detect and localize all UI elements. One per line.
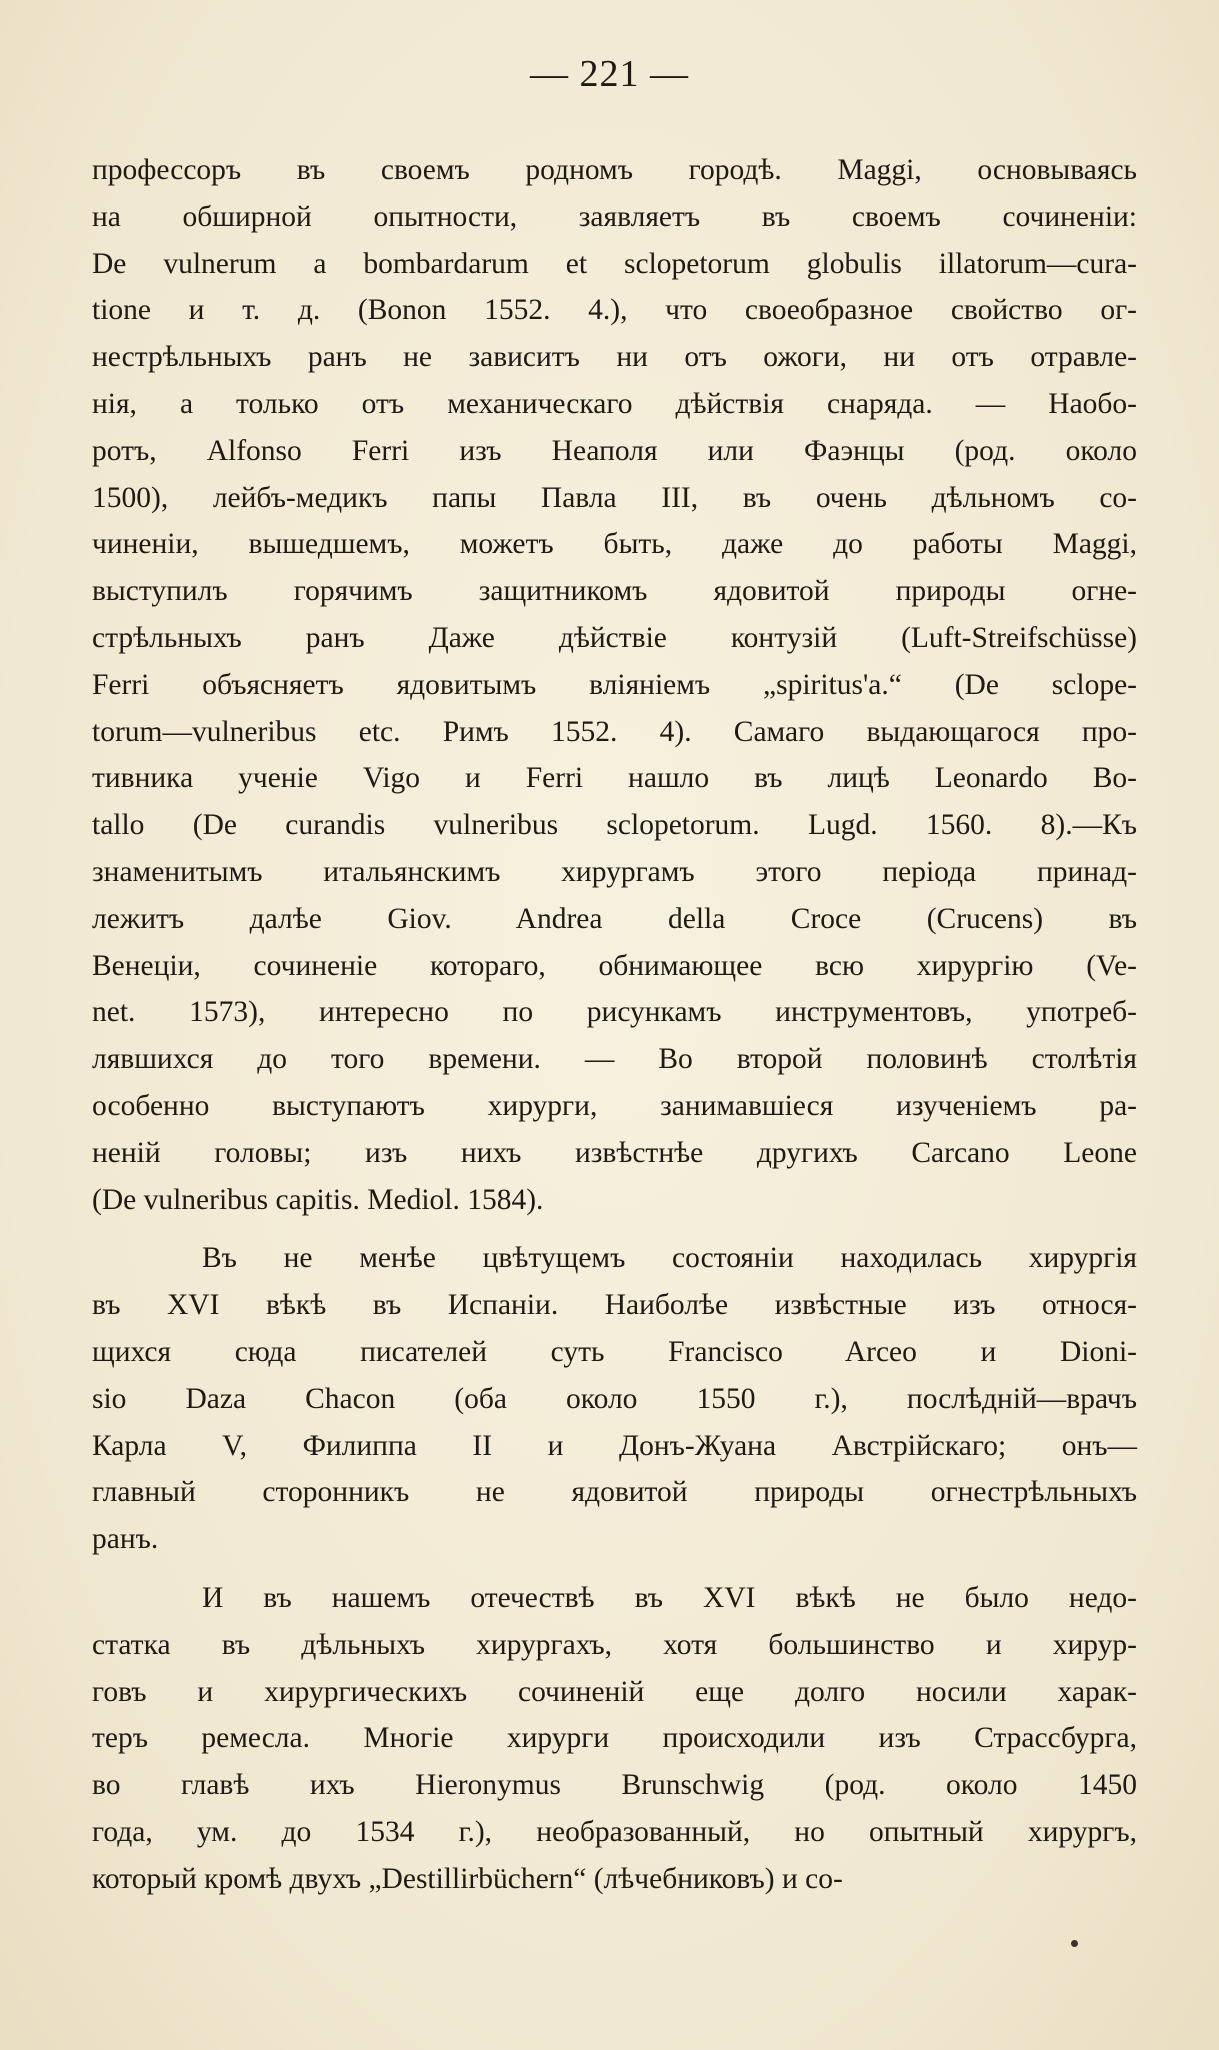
paragraph [92, 147, 1137, 1223]
text-line: tallo (De curandis vulneribus sclopetorum. Lugd. 1560. 8).—Къ [92, 809, 1137, 842]
text-line: который кромѣ двухъ „Destillirbüchern“ (лѣчебниковъ) и со- [92, 1862, 843, 1895]
text-line: Ferri объясняетъ ядовитымъ вліяніемъ „spiritus'a.“ (De sclope- [92, 668, 1137, 701]
text-line: лежитъ далѣе Giov. Andrea della Croce (Crucens) въ [92, 902, 1137, 935]
text-line: выступилъ горячимъ защитникомъ ядовитой природы огне- [92, 575, 1137, 608]
text-line: sio Daza Chacon (оба около 1550 г.), послѣдній—врачъ [92, 1382, 1137, 1415]
text-line: И въ нашемъ отечествѣ въ XVI вѣкѣ не было недо- [202, 1581, 1137, 1614]
text-line: De vulnerum a bombardarum et sclopetorum globulis illatorum—cura- [92, 247, 1137, 280]
text-line: лявшихся до того времени. — Во второй половинѣ столѣтія [92, 1043, 1137, 1076]
text-line: нія, а только отъ механическаго дѣйствія снаряда. — Наобо- [92, 387, 1137, 420]
text-line: ранъ. [92, 1523, 159, 1556]
text-line: (De vulneribus capitis. Mediol. 1584). [92, 1183, 544, 1216]
paragraph [92, 1235, 1137, 1563]
text-line: net. 1573), интересно по рисункамъ инструментовъ, употреб- [92, 996, 1137, 1029]
text-line: неній головы; изъ нихъ извѣстнѣе другихъ Carcano Leone [92, 1136, 1137, 1169]
text-line: Карла V, Филиппа II и Донъ-Жуана Австрійскаго; онъ— [92, 1429, 1137, 1462]
text-line: статка въ дѣльныхъ хирургахъ, хотя большинство и хирур- [92, 1628, 1137, 1661]
text-line: профессоръ въ своемъ родномъ городѣ. Maggi, основываясь [92, 154, 1137, 186]
text-line: тивника ученіе Vigo и Ferri нашло въ лицѣ Leonardo Bo- [92, 762, 1137, 795]
text-line: Въ не менѣе цвѣтущемъ состояніи находилась хирургія [202, 1242, 1137, 1275]
text-line: знаменитымъ итальянскимъ хирургамъ этого періода принад- [92, 855, 1137, 888]
text-line: щихся сюда писателей суть Francisco Arceo и Dioni- [92, 1335, 1137, 1368]
text-line: стрѣльныхъ ранъ Даже дѣйствіе контузій (Luft-Streifschüsse) [92, 621, 1137, 654]
text-line: tione и т. д. (Bonon 1552. 4.), что своеобразное свойство ог- [92, 294, 1137, 327]
text-line: torum—vulneribus etc. Римъ 1552. 4). Самаго выдающагося про- [92, 715, 1137, 748]
text-line: нестрѣльныхъ ранъ не зависитъ ни отъ ожоги, ни отъ отравле- [92, 341, 1137, 374]
text-line: особенно выступаютъ хирурги, занимавшіеся изученіемъ ра- [92, 1089, 1137, 1122]
ink-speck [1071, 1940, 1078, 1947]
text-line: Венеціи, сочиненіе котораго, обнимающее всю хирургію (Ve- [92, 949, 1137, 982]
body-text [92, 147, 1137, 1902]
text-line: 1500), лейбъ-медикъ папы Павла III, въ очень дѣльномъ со- [92, 481, 1137, 514]
text-line: главный сторонникъ не ядовитой природы огнестрѣльныхъ [92, 1476, 1137, 1509]
text-line: на обширной опытности, заявляетъ въ своемъ сочиненіи: [92, 200, 1137, 233]
paragraph [92, 1575, 1137, 1903]
text-line: говъ и хирургическихъ сочиненій еще долго носили харак- [92, 1675, 1137, 1708]
text-line: ротъ, Alfonso Ferri изъ Неаполя или Фаэнцы (род. около [92, 434, 1137, 467]
page-number: — 221 — [530, 53, 689, 95]
text-line: года, ум. до 1534 г.), необразованный, но опытный хирургъ, [92, 1815, 1137, 1848]
text-line: теръ ремесла. Многіе хирурги происходили изъ Страссбурга, [92, 1722, 1137, 1755]
text-line: въ XVI вѣкѣ въ Испаніи. Наиболѣе извѣстные изъ относя- [92, 1289, 1137, 1322]
text-line: чиненіи, вышедшемъ, можетъ быть, даже до работы Maggi, [92, 528, 1137, 561]
text-line: во главѣ ихъ Hieronymus Brunschwig (род. около 1450 [92, 1769, 1137, 1802]
